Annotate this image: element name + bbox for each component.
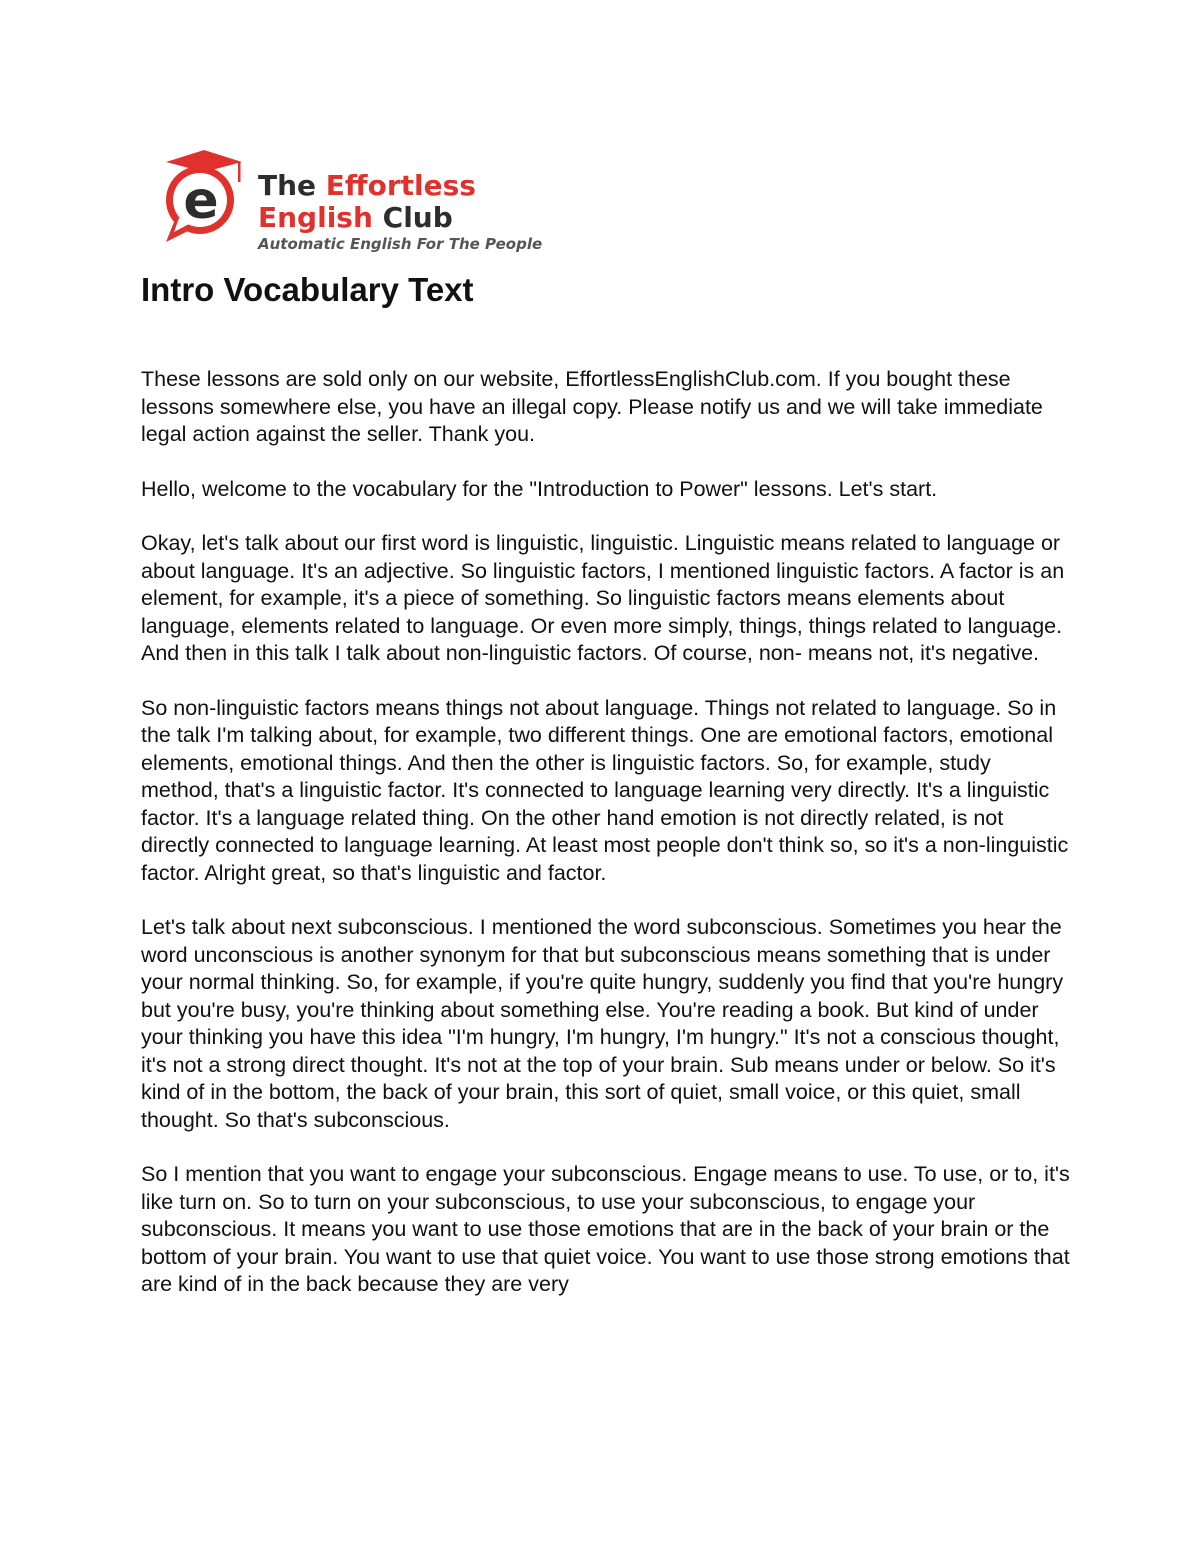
brand-word-english: English bbox=[258, 201, 373, 234]
graduation-cap-e-logo-icon bbox=[160, 148, 248, 248]
svg-text:e: e bbox=[183, 171, 219, 231]
brand-name bbox=[258, 170, 476, 234]
club-logo bbox=[160, 148, 543, 260]
paragraph-non-linguistic: So non-linguistic factors means things not about language. Things not related to language. So in the talk I'm talking about, for example, two different things. One are emotional factors, emotional elements, emotional things. And then the other is linguistic factors. So, for example, study method, that's a linguistic factor. It's connected to language learning very directly. It's a linguistic factor. It's a language related thing. On the other hand emotion is not directly related, is not directly connected to language learning. At least most people don't think so, so it's a non-linguistic factor. Alright great, so that's linguistic and factor. bbox=[141, 695, 1069, 885]
page-title: Intro Vocabulary Text bbox=[141, 271, 474, 308]
brand-word-club: Club bbox=[382, 201, 453, 234]
paragraph-engage: So I mention that you want to engage your subconscious. Engage means to use. To use, or to, it's like turn on. So to turn on your subconscious, to use your subconscious, to engage your subconscious. It means you want to use those emotions that are in the back of your brain or the bottom of your brain. You want to use that quiet voice. You want to use those strong emotions that are kind of in the back because they are very bbox=[141, 1162, 1070, 1296]
brand-tagline: Automatic English For The People bbox=[258, 235, 543, 253]
brand-word-effortless: Effortless bbox=[325, 169, 476, 202]
paragraph-linguistic: Okay, let's talk about our first word is linguistic, linguistic. Linguistic means related to language or about language. It's an adjective. So linguistic factors, I mentioned linguistic factors. A factor is an element, for example, it's a piece of something. So linguistic factors means elements about language, elements related to language. Or even more simply, things, things related to language. And then in this talk I talk about non-linguistic factors. Of course, non- means not, it's negative. bbox=[141, 531, 1065, 665]
paragraph-subconscious: Let's talk about next subconscious. I mentioned the word subconscious. Sometimes you hear the word unconscious is another synonym for that but subconscious means something that is under your normal thinking. So, for example, if you're quite hungry, suddenly you find that you're hungry but you're busy, you're thinking about something else. You're reading a book. But kind of under your thinking you have this idea "I'm hungry, I'm hungry, I'm hungry." It's not a conscious thought, it's not a strong direct thought. It's not at the top of your brain. Sub means under or below. So it's kind of in the bottom, the back of your brain, this sort of quiet, small voice, or this quiet, small thought. So that's subconscious. bbox=[141, 915, 1064, 1132]
paragraph-notice: These lessons are sold only on our website, EffortlessEnglishClub.com. If you bought these lessons somewhere else, you have an illegal copy. Please notify us and we will take immediate legal action against the seller. Thank you. bbox=[141, 367, 1043, 446]
document-body bbox=[141, 366, 1071, 1326]
brand-word-the: The bbox=[258, 169, 317, 202]
paragraph-welcome: Hello, welcome to the vocabulary for the "Introduction to Power" lessons. Let's start. bbox=[141, 476, 938, 501]
